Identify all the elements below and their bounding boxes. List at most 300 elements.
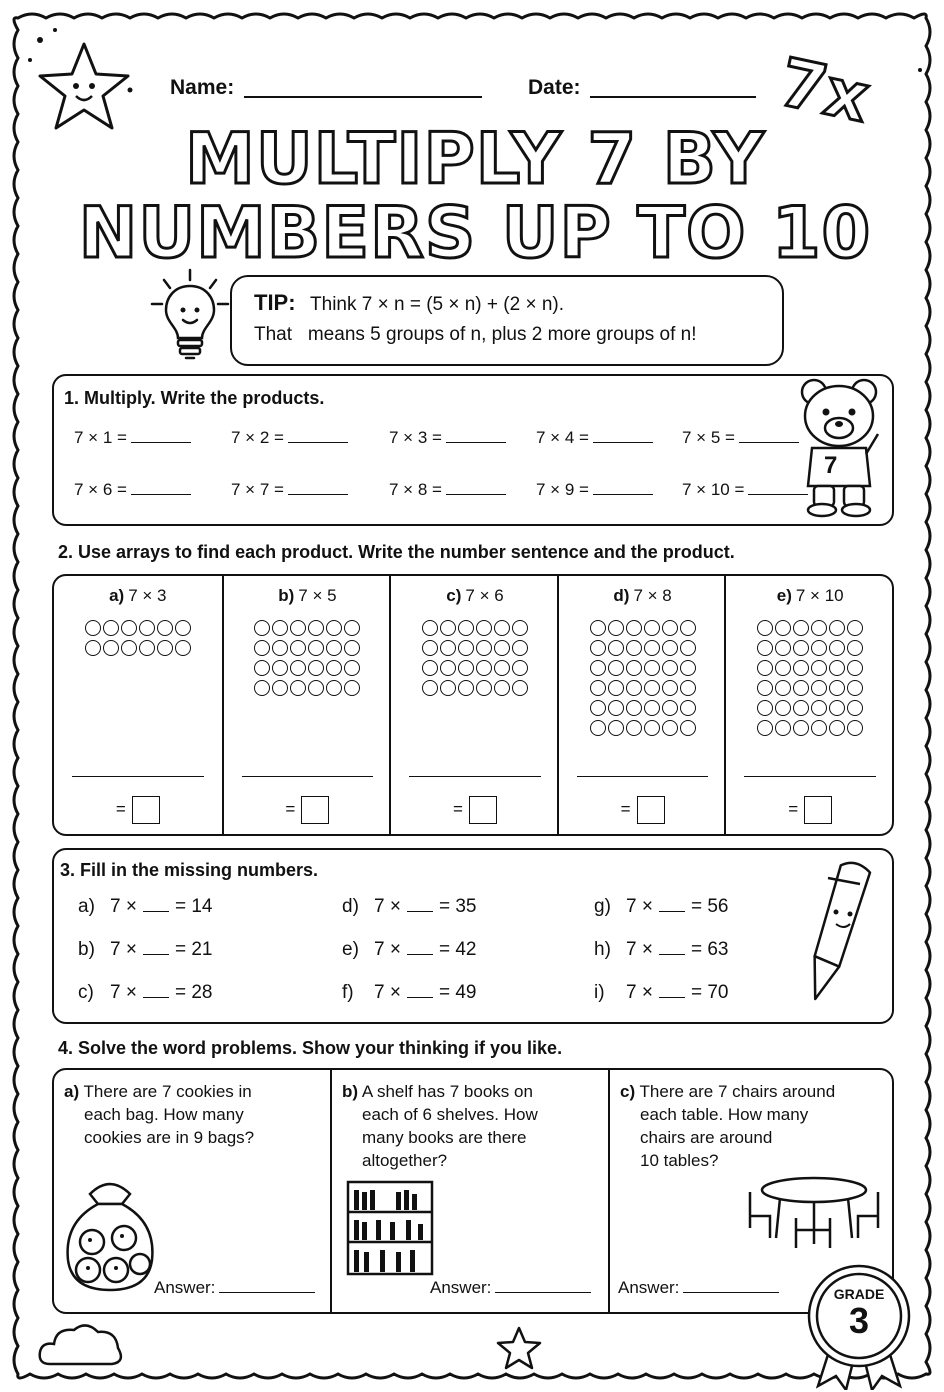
array-dot — [847, 700, 863, 716]
array-dot — [811, 720, 827, 736]
missing-blank[interactable] — [659, 997, 685, 998]
array-dot — [680, 620, 696, 636]
array-label — [54, 586, 222, 606]
dot-row — [590, 720, 696, 736]
array-dot — [440, 640, 456, 656]
equals-sign: = — [285, 799, 296, 819]
array-dot — [494, 640, 510, 656]
array-dot — [829, 660, 845, 676]
equation-text: 7 × 10 = — [682, 480, 745, 499]
dot-row — [422, 620, 528, 636]
array-dot — [680, 660, 696, 676]
array-dot — [308, 660, 324, 676]
dot-row — [85, 640, 191, 656]
missing-number-item — [594, 939, 728, 961]
missing-blank[interactable] — [407, 911, 433, 912]
dot-row — [757, 680, 863, 696]
number-sentence-line[interactable] — [409, 776, 541, 777]
pencil-mascot-icon — [800, 856, 880, 1016]
array-letter: d) — [613, 586, 630, 605]
missing-number-item — [78, 982, 212, 1004]
item-left: 7 × — [374, 939, 401, 960]
item-letter: e) — [342, 939, 359, 960]
tip-line1 — [254, 290, 564, 316]
array-dot — [811, 700, 827, 716]
array-dot — [662, 640, 678, 656]
equals-sign: = — [620, 799, 631, 819]
answer-line — [154, 1278, 315, 1298]
problem-line-text: A shelf has 7 books on — [361, 1082, 533, 1101]
multiply-equation — [536, 480, 653, 500]
item-left: 7 × — [374, 896, 401, 917]
answer-blank[interactable] — [219, 1292, 315, 1293]
problem-letter: b) — [342, 1082, 359, 1101]
array-dot — [344, 680, 360, 696]
dot-row — [590, 640, 696, 656]
page-title-line2: NUMBERS UP TO 10 — [78, 192, 872, 274]
number-sentence-line[interactable] — [72, 776, 204, 777]
dot-row — [757, 640, 863, 656]
array-dot — [326, 680, 342, 696]
answer-line — [618, 1278, 779, 1298]
array-dot — [662, 720, 678, 736]
problem-line — [342, 1126, 538, 1149]
array-dot — [793, 620, 809, 636]
problem-line-text: chairs are around — [640, 1128, 773, 1147]
product-answer — [224, 796, 392, 824]
array-dot — [644, 680, 660, 696]
product-answer — [559, 796, 727, 824]
equation-text: 7 × 6 = — [74, 480, 127, 499]
product-answer — [726, 796, 894, 824]
array-dot — [680, 700, 696, 716]
problem-line-text: each bag. How many — [84, 1105, 244, 1124]
array-dot — [272, 680, 288, 696]
bear-shirt-number: 7 — [824, 452, 838, 479]
number-sentence-line[interactable] — [242, 776, 374, 777]
equals-sign: = — [453, 799, 463, 819]
array-dot — [494, 660, 510, 676]
item-left: 7 × — [626, 896, 653, 917]
array-dot — [626, 620, 642, 636]
dot-row — [85, 620, 191, 636]
problem-line — [342, 1080, 538, 1103]
array-dot — [811, 640, 827, 656]
array-dot — [847, 620, 863, 636]
array-expression: 7 × 3 — [128, 586, 167, 605]
section2-title: 2. Use arrays to find each product. Write the number sentence and the product. — [58, 542, 735, 562]
multiply-equation — [389, 480, 506, 500]
lightbulb-icon — [150, 268, 230, 364]
array-dot — [494, 620, 510, 636]
equals-sign: = — [115, 799, 126, 819]
answer-blank[interactable] — [288, 442, 348, 443]
problem-letter: c) — [620, 1082, 636, 1101]
section3-title: 3. Fill in the missing numbers. — [60, 860, 319, 880]
array-dot — [476, 620, 492, 636]
problem-line-text: altogether? — [362, 1151, 448, 1170]
page-title-line1: MULTIPLY 7 BY — [185, 118, 765, 200]
bear-mascot-icon — [794, 374, 884, 518]
array-dot — [793, 700, 809, 716]
equation-text: 7 × 7 = — [231, 480, 284, 499]
array-dot — [440, 620, 456, 636]
missing-number-item — [78, 896, 212, 918]
array-dot — [775, 620, 791, 636]
answer-blank[interactable] — [131, 494, 191, 495]
array-label — [726, 586, 894, 606]
problem-line-text: There are 7 chairs around — [639, 1082, 836, 1101]
dot-row — [254, 640, 360, 656]
array-dot — [121, 620, 137, 636]
array-dot — [757, 720, 773, 736]
tip-text-1: Think 7 × n = (5 × n) + (2 × n). — [310, 294, 565, 315]
answer-blank[interactable] — [288, 494, 348, 495]
problem-line — [64, 1103, 254, 1126]
array-dot — [590, 620, 606, 636]
array-dot — [121, 640, 137, 656]
array-panel — [389, 576, 559, 836]
array-dot — [829, 680, 845, 696]
answer-blank[interactable] — [446, 442, 506, 443]
dot-row — [254, 660, 360, 676]
item-right: = 70 — [690, 982, 729, 1003]
product-answer — [54, 796, 222, 824]
date-field[interactable] — [590, 96, 756, 98]
product-answer — [391, 796, 559, 824]
multiply-equation — [231, 480, 348, 500]
array-panel — [222, 576, 392, 836]
answer-blank[interactable] — [683, 1292, 779, 1293]
array-dot — [644, 700, 660, 716]
missing-number-item — [342, 896, 476, 918]
array-dot — [440, 680, 456, 696]
dot-row — [757, 700, 863, 716]
array-dot — [811, 660, 827, 676]
array-dot — [775, 700, 791, 716]
array-dot — [847, 680, 863, 696]
array-dot — [590, 640, 606, 656]
dot-array — [726, 620, 894, 736]
array-dot — [757, 620, 773, 636]
problem-line-text: 10 tables? — [640, 1151, 719, 1170]
array-dot — [626, 680, 642, 696]
missing-blank[interactable] — [143, 911, 169, 912]
problem-line-text: each of 6 shelves. How — [362, 1105, 538, 1124]
array-dot — [644, 640, 660, 656]
array-letter: a) — [109, 586, 125, 605]
dot-row — [254, 680, 360, 696]
array-dot — [476, 640, 492, 656]
array-dot — [139, 640, 155, 656]
product-box[interactable] — [804, 796, 832, 824]
array-dot — [608, 640, 624, 656]
dot-row — [422, 660, 528, 676]
array-dot — [476, 680, 492, 696]
date-label: Date: — [528, 76, 581, 99]
star-icon — [496, 1326, 542, 1370]
item-letter: d) — [342, 896, 359, 917]
equation-text: 7 × 3 = — [389, 428, 442, 447]
array-dot — [458, 680, 474, 696]
product-box[interactable] — [469, 796, 497, 824]
word-problem-text — [342, 1080, 538, 1172]
equation-text: 7 × 5 = — [682, 428, 735, 447]
answer-label: Answer: — [430, 1278, 492, 1297]
answer-blank[interactable] — [739, 442, 799, 443]
array-expression: 7 × 5 — [298, 586, 337, 605]
array-dot — [662, 700, 678, 716]
problem-line-text: There are 7 cookies in — [83, 1082, 252, 1101]
array-label — [559, 586, 727, 606]
array-dot — [793, 640, 809, 656]
array-dot — [608, 680, 624, 696]
array-dot — [608, 720, 624, 736]
item-right: = 63 — [690, 939, 729, 960]
number-sentence-line[interactable] — [577, 776, 709, 777]
array-expression: 7 × 10 — [795, 586, 844, 605]
name-label: Name: — [170, 76, 235, 99]
array-dot — [775, 680, 791, 696]
array-dot — [626, 700, 642, 716]
array-dot — [512, 660, 528, 676]
dot-row — [757, 720, 863, 736]
dot-row — [422, 640, 528, 656]
answer-blank[interactable] — [593, 442, 653, 443]
section1-title: 1. Multiply. Write the products. — [64, 388, 325, 408]
dot-row — [757, 620, 863, 636]
missing-number-item — [594, 896, 728, 918]
missing-number-item — [594, 982, 728, 1004]
array-dot — [175, 620, 191, 636]
missing-blank[interactable] — [143, 954, 169, 955]
dot-row — [254, 620, 360, 636]
array-expression: 7 × 8 — [633, 586, 672, 605]
array-dot — [272, 640, 288, 656]
missing-number-item — [342, 982, 476, 1004]
word-problem-text — [64, 1080, 254, 1149]
problem-line — [64, 1126, 254, 1149]
item-letter: i) — [594, 982, 605, 1003]
array-dot — [175, 640, 191, 656]
answer-blank[interactable] — [593, 494, 653, 495]
array-dot — [290, 640, 306, 656]
item-right: = 42 — [438, 939, 477, 960]
item-right: = 14 — [174, 896, 213, 917]
array-dot — [811, 680, 827, 696]
array-dot — [422, 640, 438, 656]
array-dot — [757, 700, 773, 716]
equation-text: 7 × 2 = — [231, 428, 284, 447]
array-dot — [644, 620, 660, 636]
item-left: 7 × — [626, 982, 653, 1003]
item-letter: f) — [342, 982, 354, 1003]
array-dot — [139, 620, 155, 636]
answer-blank[interactable] — [446, 494, 506, 495]
missing-blank[interactable] — [659, 954, 685, 955]
array-letter: b) — [278, 586, 295, 605]
array-dot — [103, 640, 119, 656]
problem-line-text: many books are there — [362, 1128, 527, 1147]
array-dot — [626, 640, 642, 656]
array-dot — [847, 720, 863, 736]
dot-row — [590, 620, 696, 636]
grade-label: GRADE — [833, 1286, 885, 1302]
equation-text: 7 × 4 = — [536, 428, 589, 447]
multiply-equation — [682, 428, 799, 448]
dot-array — [559, 620, 727, 736]
array-panel — [724, 576, 894, 836]
product-box[interactable] — [301, 796, 329, 824]
array-dot — [458, 640, 474, 656]
array-dot — [254, 620, 270, 636]
array-dot — [680, 720, 696, 736]
section4-title: 4. Solve the word problems. Show your thinking if you like. — [58, 1038, 563, 1058]
cookie-bag-icon — [60, 1170, 160, 1294]
equation-text: 7 × 9 = — [536, 480, 589, 499]
equation-text: 7 × 1 = — [74, 428, 127, 447]
array-dot — [608, 660, 624, 676]
multiply-equation — [536, 428, 653, 448]
array-dot — [290, 660, 306, 676]
grade-number: 3 — [848, 1300, 870, 1341]
dot-array — [224, 620, 392, 696]
array-panel — [557, 576, 727, 836]
array-dot — [847, 660, 863, 676]
answer-label: Answer: — [618, 1278, 680, 1297]
product-box[interactable] — [637, 796, 665, 824]
array-dot — [644, 660, 660, 676]
array-dot — [458, 660, 474, 676]
table-chairs-icon — [744, 1172, 884, 1252]
array-dot — [608, 700, 624, 716]
item-left: 7 × — [110, 896, 137, 917]
equation-text: 7 × 8 = — [389, 480, 442, 499]
problem-line-text: cookies are in 9 bags? — [84, 1128, 255, 1147]
array-dot — [512, 620, 528, 636]
array-dot — [308, 620, 324, 636]
problem-letter: a) — [64, 1082, 80, 1101]
item-letter: g) — [594, 896, 611, 917]
item-left: 7 × — [110, 939, 137, 960]
array-dot — [422, 680, 438, 696]
array-dot — [103, 620, 119, 636]
dot-row — [590, 660, 696, 676]
item-left: 7 × — [626, 939, 653, 960]
array-dot — [290, 620, 306, 636]
array-dot — [85, 640, 101, 656]
array-dot — [757, 680, 773, 696]
array-dot — [272, 620, 288, 636]
array-expression: 7 × 6 — [465, 586, 504, 605]
tip-label: TIP: — [254, 290, 296, 315]
missing-number-item — [342, 939, 476, 961]
problem-line — [64, 1080, 254, 1103]
array-panel — [54, 576, 222, 836]
multiply-equation — [682, 480, 808, 500]
item-letter: h) — [594, 939, 611, 960]
array-dot — [422, 620, 438, 636]
array-dot — [757, 640, 773, 656]
array-dot — [811, 620, 827, 636]
problem-line — [620, 1103, 835, 1126]
answer-blank[interactable] — [495, 1292, 591, 1293]
array-dot — [440, 660, 456, 676]
number-sentence-line[interactable] — [744, 776, 876, 777]
array-dot — [680, 680, 696, 696]
star-face-icon — [36, 40, 132, 132]
array-dot — [775, 640, 791, 656]
missing-blank[interactable] — [407, 954, 433, 955]
missing-blank[interactable] — [143, 997, 169, 998]
array-letter: c) — [446, 586, 462, 605]
problem-line-text: each table. How many — [640, 1105, 809, 1124]
array-dot — [254, 640, 270, 656]
dot-row — [590, 680, 696, 696]
missing-blank[interactable] — [407, 997, 433, 998]
array-dot — [590, 700, 606, 716]
array-dot — [590, 660, 606, 676]
missing-blank[interactable] — [659, 911, 685, 912]
array-dot — [494, 680, 510, 696]
array-dot — [458, 620, 474, 636]
array-dot — [512, 640, 528, 656]
multiply-equation — [74, 480, 191, 500]
array-dot — [476, 660, 492, 676]
array-dot — [85, 620, 101, 636]
array-dot — [662, 620, 678, 636]
array-dot — [626, 720, 642, 736]
equals-sign: = — [788, 799, 799, 819]
tip-box — [230, 275, 784, 366]
missing-number-item — [78, 939, 212, 961]
dot-array — [391, 620, 559, 696]
array-dot — [662, 660, 678, 676]
array-dot — [254, 660, 270, 676]
array-dot — [157, 620, 173, 636]
dot-row — [757, 660, 863, 676]
array-dot — [326, 640, 342, 656]
array-dot — [157, 640, 173, 656]
problem-line — [620, 1080, 835, 1103]
item-letter: a) — [78, 896, 95, 917]
array-dot — [590, 720, 606, 736]
array-dot — [344, 620, 360, 636]
array-dot — [422, 660, 438, 676]
cloud-icon — [36, 1320, 126, 1370]
problem-line — [342, 1149, 538, 1172]
item-left: 7 × — [110, 982, 137, 1003]
answer-blank[interactable] — [131, 442, 191, 443]
array-dot — [829, 700, 845, 716]
problem-line — [620, 1126, 835, 1149]
array-dot — [757, 660, 773, 676]
array-dot — [829, 720, 845, 736]
array-label — [391, 586, 559, 606]
array-dot — [512, 680, 528, 696]
product-box[interactable] — [132, 796, 160, 824]
array-dot — [344, 640, 360, 656]
array-dot — [344, 660, 360, 676]
dot-row — [590, 700, 696, 716]
bookshelf-icon — [346, 1180, 434, 1276]
array-letter: e) — [776, 586, 792, 605]
array-dot — [829, 620, 845, 636]
array-dot — [644, 720, 660, 736]
array-dot — [793, 660, 809, 676]
name-field[interactable] — [244, 96, 482, 98]
item-right: = 49 — [438, 982, 477, 1003]
